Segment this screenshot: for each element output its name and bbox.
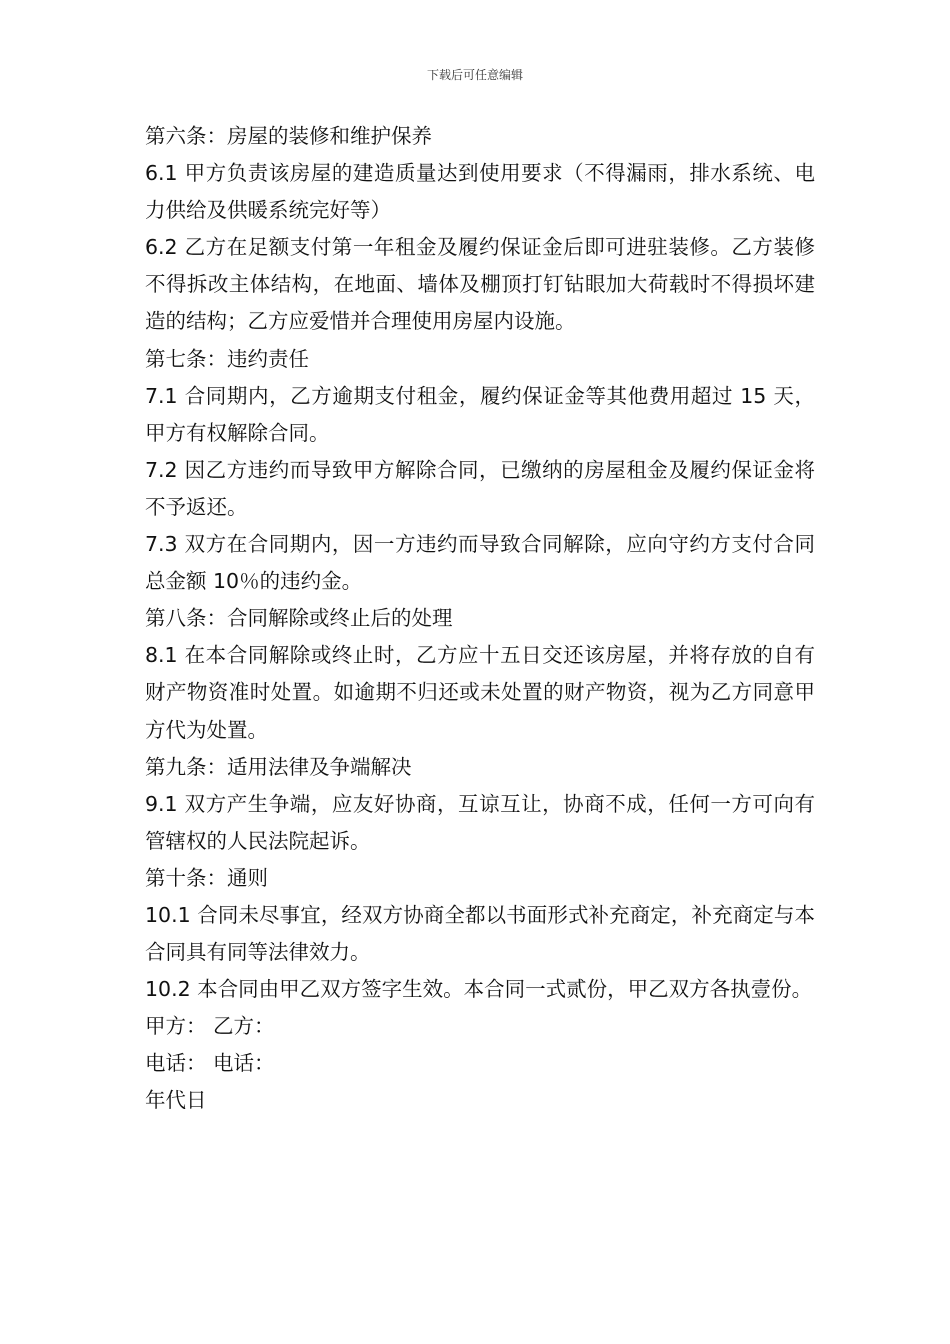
section-heading-10: 第十条：通则 — [145, 865, 268, 890]
signature-parties: 甲方： 乙方： — [145, 1014, 275, 1039]
section-heading-7: 第七条：违约责任 — [145, 346, 309, 371]
section-heading-6: 第六条：房屋的装修和维护保养 — [145, 124, 432, 148]
header-note: 下载后可任意编辑 — [426, 68, 523, 82]
clause-10-1: 10.1 合同未尽事宜，经双方协商全都以书面形式补充商定，补充商定与本合同具有同等法律效力。 — [145, 902, 815, 965]
clause-10-2: 10.2 本合同由甲乙双方签字生效。本合同一式贰份，甲乙双方各执壹份。 — [145, 977, 813, 1002]
clause-7-3: 7.3 双方在合同期内，因一方违约而导致合同解除，应向守约方支付合同总金额 10％的违约金。 — [145, 532, 815, 594]
signature-phones: 电话： 电话： — [145, 1051, 275, 1076]
signature-date: 年代日 — [145, 1088, 207, 1113]
clause-7-1: 7.1 合同期内，乙方逾期支付租金，履约保证金等其他费用超过 15 天，甲方有权解除合同。 — [145, 383, 815, 445]
clause-6-2: 6.2 乙方在足额支付第一年租金及履约保证金后即可进驻装修。乙方装修不得拆改主体结构，在地面、墙体及棚顶打钉钻眼加大荷载时不得损坏建造的结构；乙方应爱惜并合理使用房屋内设施。 — [145, 235, 815, 334]
section-heading-8: 第八条：合同解除或终止后的处理 — [145, 606, 453, 631]
section-heading-9: 第九条：适用法律及争端解决 — [145, 754, 412, 779]
clause-7-2: 7.2 因乙方违约而导致甲方解除合同，已缴纳的房屋租金及履约保证金将不予返还。 — [145, 457, 815, 519]
contract-body — [145, 118, 815, 1120]
clause-9-1: 9.1 双方产生争端，应友好协商，互谅互让，协商不成，任何一方可向有管辖权的人民法院起诉。 — [145, 791, 815, 853]
clause-6-1: 6.1 甲方负责该房屋的建造质量达到使用要求（不得漏雨，排水系统、电力供给及供暖系统完好等） — [145, 161, 815, 223]
clause-8-1: 8.1 在本合同解除或终止时，乙方应十五日交还该房屋，并将存放的自有财产物资准时处置。如逾期不归还或未处置的财产物资，视为乙方同意甲方代为处置。 — [145, 643, 815, 742]
